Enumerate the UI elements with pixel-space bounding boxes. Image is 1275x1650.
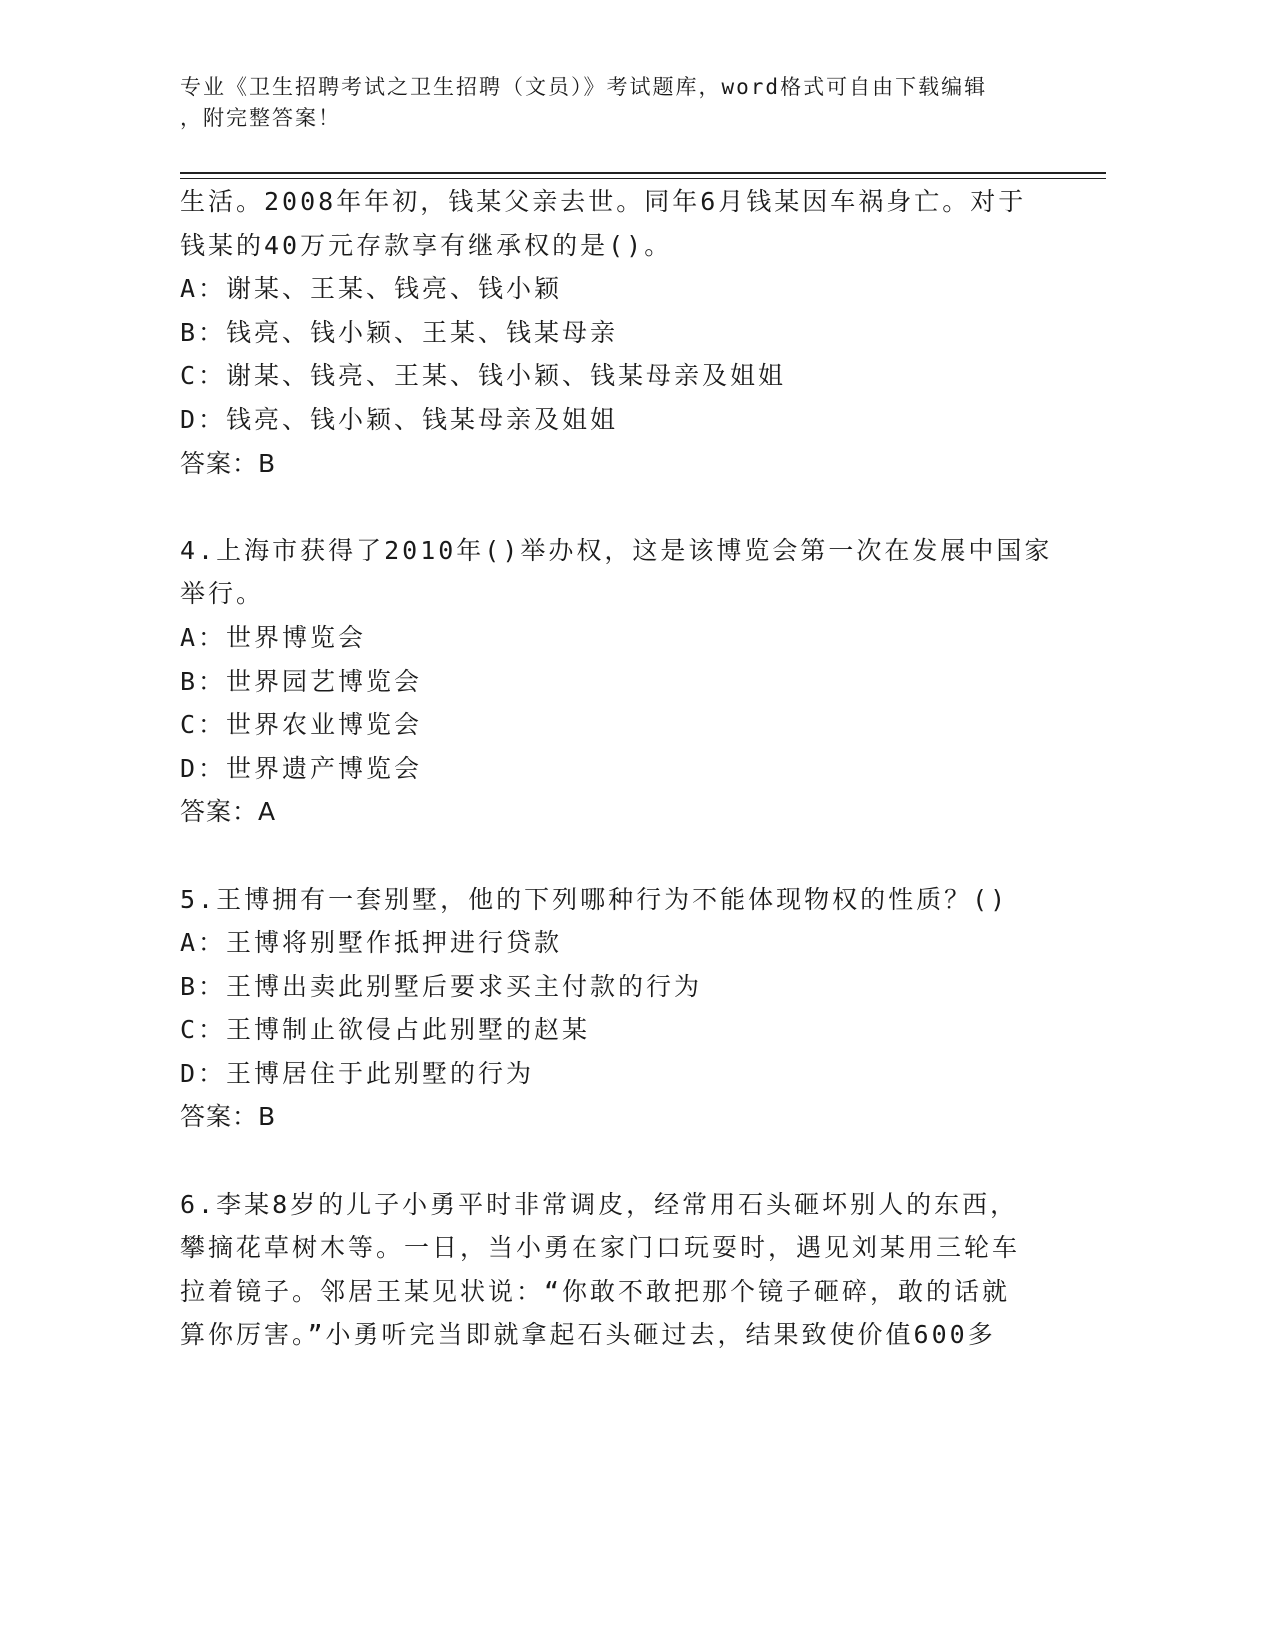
- option-a: A：王博将别墅作抵押进行贷款: [180, 928, 563, 958]
- header-line-2: ，附完整答案！: [180, 106, 341, 130]
- document-body: [180, 180, 1053, 1357]
- option-b: B：钱亮、钱小颖、王某、钱某母亲: [180, 317, 619, 347]
- option-b: B：世界园艺博览会: [180, 666, 423, 696]
- question-stem-line: 生活。2008年年初，钱某父亲去世。同年6月钱某因车祸身亡。对于: [180, 187, 1027, 216]
- question-stem-line: 举行。: [180, 579, 265, 609]
- question-spacer: [180, 834, 1040, 878]
- option-c: C：王博制止欲侵占此别墅的赵某: [180, 1015, 591, 1045]
- option-d: D：钱亮、钱小颖、钱某母亲及姐姐: [180, 404, 619, 434]
- question-stem-line: 4.上海市获得了2010年()举办权，这是该博览会第一次在发展中国家: [180, 535, 1053, 565]
- question-stem-line: 钱某的40万元存款享有继承权的是()。: [180, 230, 673, 260]
- option-d: D：世界遗产博览会: [180, 753, 423, 783]
- question-stem-line: 拉着镜子。邻居王某见状说：“你敢不敢把那个镜子砸碎，敢的话就: [180, 1276, 1011, 1306]
- document-header: [180, 72, 1040, 134]
- option-a: A：谢某、王某、钱亮、钱小颖: [180, 274, 563, 304]
- question-stem-line: 5.王博拥有一套别墅，他的下列哪种行为不能体现物权的性质？(): [180, 884, 1009, 914]
- option-d: D：王博居住于此别墅的行为: [180, 1058, 535, 1088]
- answer-label: 答案：B: [180, 1102, 277, 1132]
- question-stem-line: 6.李某8岁的儿子小勇平时非常调皮，经常用石头砸坏别人的东西，: [180, 1189, 1019, 1219]
- header-divider-thick: [180, 172, 1106, 174]
- question-spacer: [180, 1139, 1040, 1183]
- option-c: C：世界农业博览会: [180, 710, 423, 740]
- question-stem-line: 算你厉害。”小勇听完当即就拿起石头砸过去，结果致使价值600多: [180, 1320, 996, 1350]
- answer-label: 答案：B: [180, 448, 277, 478]
- question-6: [180, 1183, 1040, 1357]
- header-line-1: 专业《卫生招聘考试之卫生招聘（文员）》考试题库，word格式可自由下载编辑: [180, 75, 988, 99]
- option-a: A：世界博览会: [180, 622, 367, 652]
- question-stem-line: 攀摘花草树木等。一日，当小勇在家门口玩耍时，遇见刘某用三轮车: [180, 1233, 1021, 1263]
- option-c: C：谢某、钱亮、王某、钱小颖、钱某母亲及姐姐: [180, 361, 787, 391]
- question-spacer: [180, 485, 1040, 529]
- option-b: B：王博出卖此别墅后要求买主付款的行为: [180, 971, 703, 1001]
- question-4: [180, 529, 1053, 834]
- question-5: [180, 878, 1040, 1140]
- answer-label: 答案：A: [180, 797, 277, 827]
- header-divider-thin: [180, 178, 1106, 179]
- question-3: [180, 180, 1040, 485]
